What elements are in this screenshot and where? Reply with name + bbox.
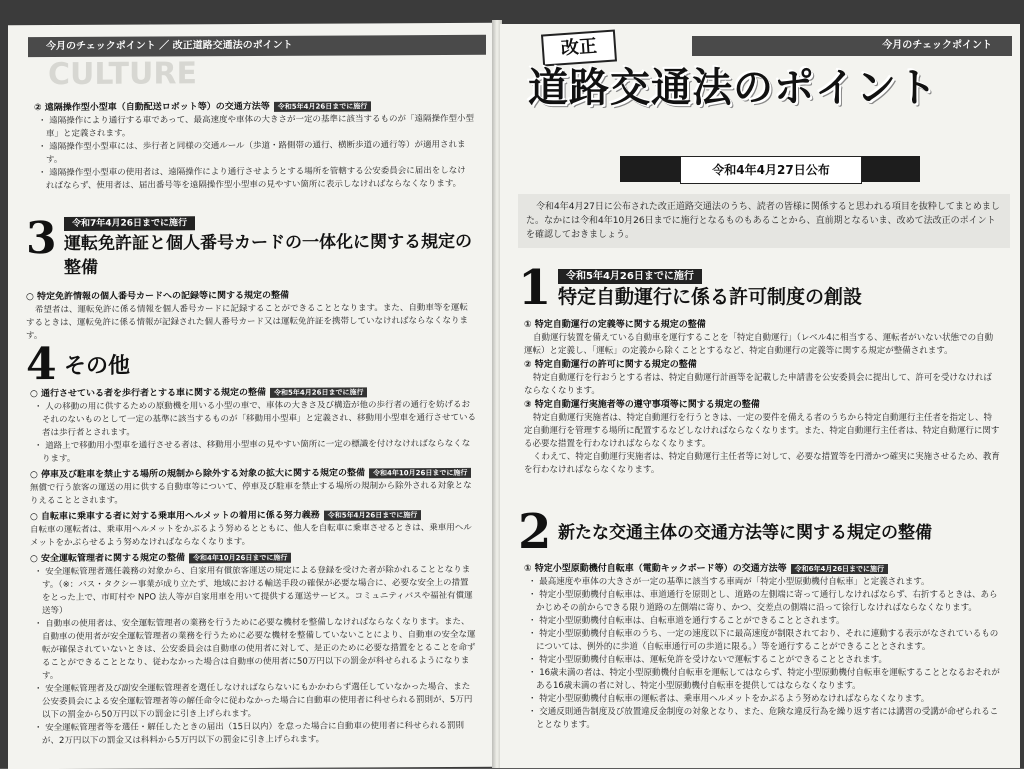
bullet-item: ・ 特定小型原動機付自転車は、車道通行を原則とし、道路の左側端に寄って通行しなければならず、右折するときは、あらかじめその前からできる限り道路の左側端に寄り、かつ、交差点の側端に沿って徐行しなければならなくなります。 xyxy=(528,590,998,613)
bullet-item: ・ 16歳未満の者は、特定小型原動機付自転車を運転してはならず、特定小型原動機付自転車を運転することとなるおそれがある16歳未満の者に対し、特定小型原動機付自転車を提供してはならなくなります。 xyxy=(528,668,1000,691)
section-2-items xyxy=(524,562,1000,732)
bullet-item: ・ 自動車の使用者は、安全運転管理者の業務を行うために必要な機材を整備しなければならなくなります。また、自動車の使用者が安全運転管理者の業務を行うために必要な機材を整備していないことにより、自動車の安全な運転が確保されていないときは、公安委員会は自動車の使用者に対して、是正のために必要な措置をとることを命ずることができることとなり、従わなかった場合は自動車の使用者に50万円以下の罰金が科せられるようになります。 xyxy=(34,616,476,682)
subsection-remote-robot xyxy=(34,99,474,193)
bullet-item: ・ 遠隔操作型小型車には、歩行者と同様の交通ルール（歩道・路側帯の通行、横断歩道の通行等）が適用されます。 xyxy=(38,139,466,166)
effective-date-tag: 令和5年4月26日までに施行 xyxy=(270,387,367,398)
subsection-heading: ○ 停車及び駐車を禁止する場所の規制から除外する対象の拡大に関する規定の整備 xyxy=(30,468,365,481)
section-title: その他 xyxy=(64,353,131,379)
bullet-item: ・ 人の移動の用に供するための原動機を用いる小型の車で、車体の大きさ及び構造が他の歩行者の通行を妨げるおそれのないものとして一定の基準に該当するものが「移動用小型車」と定義され、移動用小型車を通行させている者は歩行者とされます。 xyxy=(34,399,477,439)
subsection-heading: ○ 安全運転管理者に関する規定の整備 xyxy=(30,553,185,565)
bullet-item: ・ 遠隔操作により通行する車であって、最高速度や車体の大きさが一定の基準に該当するものが「遠隔操作型小型車」と定義されます。 xyxy=(38,113,474,140)
section-1-items xyxy=(524,318,1000,477)
subsection-heading: ○ 通行させている者を歩行者とする車に関する規定の整備 xyxy=(30,387,266,400)
bullet-item: ・ 安全運転管理者等を選任・解任したときの届出（15日以内）を怠った場合に自動車の使用者に科せられる罰則が、2万円以下の罰金又は科料から5万円以下の罰金に引き上げられます。 xyxy=(34,720,465,747)
effective-date-tag: 令和4年10月26日までに施行 xyxy=(189,552,291,563)
section-4-items xyxy=(30,385,476,748)
bullet-item: ・ 遠隔操作型小型車の使用者は、遠隔操作により通行させようとする場所を管轄する公安委員会に届出をしなければならず、使用者は、届出番号等を遠隔操作型小型車の見やすい箇所に表示しなければならなくなります。 xyxy=(38,165,466,192)
effective-date-tag: 令和5年4月26日までに施行 xyxy=(324,510,421,521)
section-title: 特定自動運行に係る許可制度の創設 xyxy=(558,286,863,308)
paragraph: くわえて、特定自動運行実施者は、特定自動運行主任者等に対して、必要な措置等を円滑かつ確実に実施させるため、教育を行わなければならなくなります。 xyxy=(524,452,1000,475)
bullet-item: ・ 交通反則通告制度及び放置違反金制度の対象となり、また、危険な違反行為を繰り返す者には講習の受講が命ぜられることとなります。 xyxy=(528,707,999,730)
section-number: 2 xyxy=(518,504,552,560)
section-number: 1 xyxy=(518,260,552,316)
left-running-header: 今月のチェックポイント ／ 改正道路交通法のポイント xyxy=(28,35,486,57)
kaisei-badge: 改正 xyxy=(541,29,617,66)
promulgation-date: 令和4年4月27日公布 xyxy=(680,156,862,184)
bullet-item: ・ 特定小型原動機付自転車は、自転車道を通行することができることとされます。 xyxy=(528,616,845,626)
ghost-print-through: CULTURE xyxy=(48,56,197,93)
effective-date-tag: 令和4年10月26日までに施行 xyxy=(369,467,471,478)
subsection-heading: ② 遠隔操作型小型車（自動配送ロボット等）の交通方法等 xyxy=(34,101,270,114)
effective-date-tag: 令和5年4月26日までに施行 xyxy=(274,101,371,112)
effective-date-tag: 令和5年4月26日までに施行 xyxy=(558,269,702,284)
section-title: 新たな交通主体の交通方法等に関する規定の整備 xyxy=(558,523,932,543)
bullet-item: ・ 特定小型原動機付自転車は、運転免許を受けないで運転することができることとされます。 xyxy=(528,655,888,665)
effective-date-tag: 令和6年4月26日までに施行 xyxy=(791,564,888,574)
paragraph: 希望者は、運転免許に係る情報を個人番号カードに記録することができることとなります。また、自動車等を運転するときは、運転免許に係る情報が記録された個人番号カード又は運転免許証を携帯していなければならなくなります。 xyxy=(26,302,469,342)
promulgation-banner xyxy=(620,156,920,182)
main-title: 道路交通法のポイント xyxy=(528,65,938,111)
bullet-item: ・ 特定小型原動機付自転車のうち、一定の速度以下に最高速度が制限されており、それに連動する表示がなされているものについては、例外的に歩道（自転車通行可の歩道に限る。）等を通行することができることとされます。 xyxy=(528,629,999,652)
section-title: 運転免許証と個人番号カードの一体化に関する規定の整備 xyxy=(64,231,472,278)
subsection-heading: ① 特定小型原動機付自転車（電動キックボード等）の交通方法等 xyxy=(524,564,787,574)
left-page xyxy=(8,23,494,769)
bullet-item: ・ 安全運転管理者及び副安全運転管理者を選任しなければならないにもかかわらず選任していなかった場合、また公安委員会による安全運転管理者等の解任命令に従わなかった場合に自動車の使用者に科せられる罰則が、5万円以下の罰金から50万円以下の罰金に引き上げられます。 xyxy=(34,681,473,721)
bullet-item: ・ 安全運転管理者選任義務の対象から、自家用有償旅客運送の規定による登録を受けた者が除かれることとなります。（※：バス・タクシー事業が成り立たず、地域における輸送手段の確保が必要な場合に、必要な安全上の措置をとった上で、市町村や NPO 法人等が自家用車を用いて提供する運送サービス。コミュニティバスや福祉有償運送等） xyxy=(34,564,473,617)
subsection-heading: ③ 特定自動運行実施者等の遵守事項等に関する規定の整備 xyxy=(524,400,760,410)
bullet-item: ・ 特定小型原動機付自転車の運転者は、乗車用ヘルメットをかぶるよう努めなければならなくなります。 xyxy=(528,694,930,704)
section-number: 3 xyxy=(26,213,57,265)
paragraph: 無償で行う旅客の運送の用に供する自動車等について、停車及び駐車を禁止する場所の規制から除外される対象となりえることとされます。 xyxy=(30,480,472,507)
paragraph: 特定自動運行実施者は、特定自動運行を行うときは、一定の要件を備える者のうちから特定自動運行主任者を指定し、特定自動運行を管理する場所に配置するなどしなければならなくなります。また、特定自動運行主任者は、特定自動運行に関する必要な措置を行わなければならなくなります。 xyxy=(524,413,1000,449)
paragraph: 特定自動運行を行おうとする者は、特定自動運行計画等を記載した申請書を公安委員会に提出して、許可を受けなければならなくなります。 xyxy=(524,373,992,396)
right-page xyxy=(500,24,1020,768)
subsection-heading: ○ 自転車に乗車する者に対する乗車用ヘルメットの着用に係る努力義務 xyxy=(30,510,320,523)
paragraph: 自転車の運転者は、乗車用ヘルメットをかぶるよう努めるとともに、他人を自転車に乗車させるときは、乗車用ヘルメットをかぶらせるよう努めなければならなくなります。 xyxy=(30,522,472,549)
intro-paragraph: 令和4年4月27日に公布された改正道路交通法のうち、読者の皆様に関係すると思われる項目を抜粋してまとめました。なかには令和4年10月26日までに施行となるものもあることから、直前期となるいま、改めて法改正のポイントを確認しておきましょう。 xyxy=(518,194,1010,248)
bullet-item: ・ 最高速度や車体の大きさが一定の基準に該当する車両が「特定小型原動機付自転車」と定義されます。 xyxy=(528,577,930,587)
subsection-heading: ○ 特定免許情報の個人番号カードへの記録等に関する規定の整備 xyxy=(26,290,289,303)
paragraph: 自動運行装置を備えている自動車を運行することを「特定自動運行」（レベル4に相当する、運転者がいない状態での自動運転）と定義し、「運転」の定義から除くこととするなど、特定自動運行の定義等に関する規定が整備されます。 xyxy=(524,333,994,356)
bullet-item: ・ 道路上で移動用小型車を通行させる者は、移動用小型車の見やすい箇所に一定の標識を付けなければならなくなります。 xyxy=(34,438,471,465)
section-3 xyxy=(26,209,476,343)
section-number: 4 xyxy=(26,339,57,391)
effective-date-tag: 令和7年4月26日までに施行 xyxy=(64,216,195,231)
section-1 xyxy=(518,260,1004,316)
right-running-header: 今月のチェックポイント xyxy=(692,36,1012,56)
subsection-heading: ② 特定自動運行の許可に関する規定の整備 xyxy=(524,360,697,370)
subsection-heading: ① 特定自動運行の定義等に関する規定の整備 xyxy=(524,320,706,330)
